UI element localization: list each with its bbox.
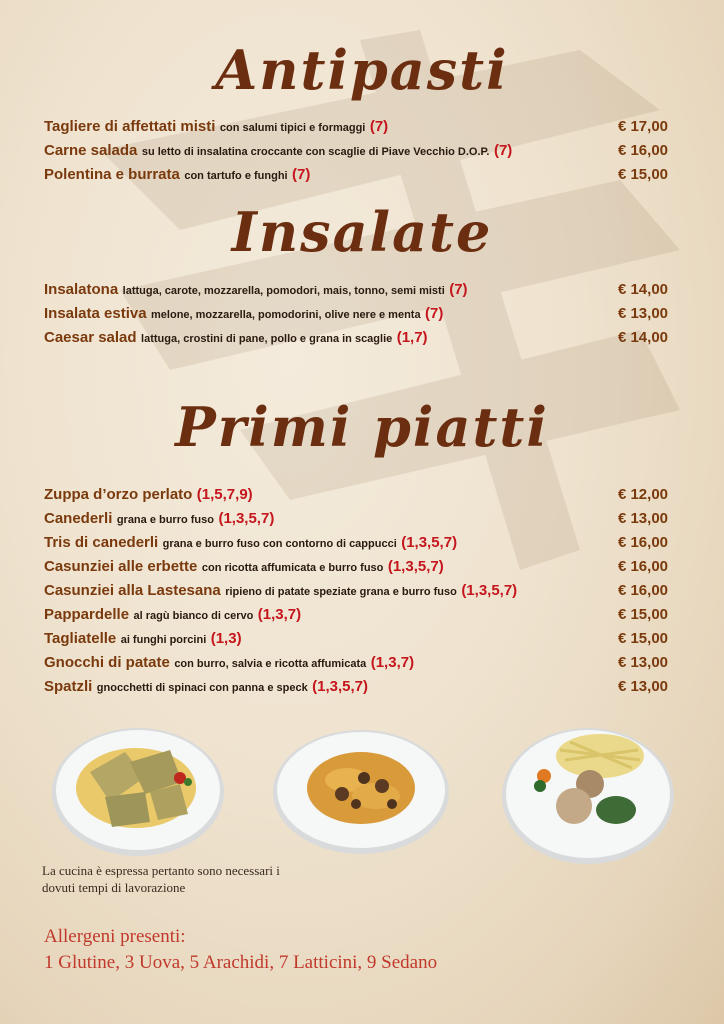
- menu-item: [44, 675, 668, 699]
- item-price: € 14,00: [617, 281, 668, 298]
- item-price: € 13,00: [617, 305, 668, 322]
- item-price: € 14,00: [617, 329, 668, 346]
- item-allergens: (1,3,5,7): [387, 558, 444, 575]
- section-title-primi-piatti: Primi piatti: [175, 395, 549, 459]
- allergens-list: 1 Glutine, 3 Uova, 5 Arachidi, 7 Latticini, 9 Sedano: [44, 952, 438, 973]
- menu-item: [44, 326, 668, 350]
- item-allergens: (7): [493, 142, 513, 159]
- menu-item: [44, 579, 668, 603]
- item-price: € 15,00: [617, 606, 668, 623]
- item-allergens: (1,5,7,9): [196, 486, 253, 503]
- item-description: grana e burro fuso: [116, 514, 214, 526]
- item-name: Insalata estiva: [44, 305, 147, 322]
- item-description: al ragù bianco di cervo: [133, 610, 254, 622]
- item-description: con burro, salvia e ricotta affumicata: [174, 658, 367, 670]
- item-description: grana e burro fuso con contorno di cappucci: [162, 538, 397, 550]
- item-name: Tris di canederli: [44, 534, 159, 551]
- item-allergens: (7): [449, 281, 468, 298]
- item-description: gnocchetti di spinaci con panna e speck: [96, 682, 308, 694]
- item-price: € 15,00: [617, 630, 668, 647]
- item-allergens: (7): [292, 166, 311, 183]
- item-price: € 13,00: [617, 678, 668, 695]
- item-allergens: (7): [369, 118, 389, 135]
- item-description: ai funghi porcini: [120, 634, 207, 646]
- item-name: Casunziei alle erbette: [44, 558, 198, 575]
- item-price: € 12,00: [617, 486, 668, 503]
- menu-item: [44, 651, 668, 675]
- plate-pappardelle-icon: [272, 728, 450, 856]
- menu-item: [44, 278, 668, 302]
- item-name: Insalatona: [44, 281, 119, 298]
- item-name: Spatzli: [44, 678, 93, 695]
- item-description: lattuga, carote, mozzarella, pomodori, mais, tonno, semi misti: [122, 285, 445, 297]
- item-allergens: (1,3,5,7): [461, 582, 518, 599]
- item-name: Carne salada: [44, 142, 138, 159]
- item-allergens: (1,3,5,7): [401, 534, 458, 551]
- kitchen-note: La cucina è espressa pertanto sono necessari i dovuti tempi di lavorazione: [42, 863, 280, 895]
- plate-ravioli-icon: [50, 722, 226, 858]
- menu-item: [44, 115, 668, 139]
- item-description: con ricotta affumicata e burro fuso: [201, 562, 384, 574]
- item-name: Canederli: [44, 510, 113, 527]
- item-name: Gnocchi di patate: [44, 654, 170, 671]
- allergens-title: Allergeni presenti:: [44, 926, 186, 947]
- item-allergens: (1,3,7): [370, 654, 415, 671]
- item-price: € 16,00: [617, 558, 668, 575]
- item-price: € 15,00: [617, 166, 668, 183]
- item-name: Tagliere di affettati misti: [44, 118, 216, 135]
- item-price: € 16,00: [617, 534, 668, 551]
- menu-item: [44, 627, 668, 651]
- section-items-primi-piatti: [44, 483, 668, 699]
- menu-item: [44, 302, 668, 326]
- menu-item: [44, 163, 668, 187]
- section-items-insalate: [44, 278, 668, 350]
- item-name: Caesar salad: [44, 329, 137, 346]
- section-title-insalate: Insalate: [231, 200, 493, 264]
- item-allergens: (1,3,5,7): [312, 678, 369, 695]
- item-allergens: (1,7): [396, 329, 428, 346]
- section-title-antipasti: Antipasti: [215, 38, 509, 102]
- item-allergens: (1,3,7): [257, 606, 302, 623]
- item-name: Tagliatelle: [44, 630, 117, 647]
- menu-item: [44, 507, 668, 531]
- allergens-footer: [44, 924, 664, 976]
- item-description: melone, mozzarella, pomodorini, olive nere e menta: [151, 309, 421, 321]
- menu-item: [44, 139, 668, 163]
- menu-item: [44, 483, 668, 507]
- plate-canederli-icon: [500, 720, 676, 866]
- item-name: Polentina e burrata: [44, 166, 180, 183]
- item-allergens: (1,3): [210, 630, 242, 647]
- item-name: Casunziei alla Lastesana: [44, 582, 221, 599]
- item-price: € 13,00: [617, 654, 668, 671]
- item-description: con tartufo e funghi: [184, 170, 288, 182]
- item-description: ripieno di patate speziate grana e burro fuso: [225, 586, 457, 598]
- item-price: € 17,00: [617, 118, 668, 135]
- menu-item: [44, 603, 668, 627]
- item-allergens: (1,3,5,7): [218, 510, 275, 527]
- menu-item: [44, 555, 668, 579]
- item-allergens: (7): [425, 305, 444, 322]
- item-description: con salumi tipici e formaggi: [219, 122, 366, 134]
- item-price: € 16,00: [617, 582, 668, 599]
- item-price: € 13,00: [617, 510, 668, 527]
- item-price: € 16,00: [617, 142, 668, 159]
- item-description: su letto di insalatina croccante con scaglie di Piave Vecchio D.O.P.: [141, 146, 490, 158]
- item-name: Zuppa d’orzo perlato: [44, 486, 193, 503]
- section-items-antipasti: [44, 115, 668, 187]
- item-description: lattuga, crostini di pane, pollo e grana in scaglie: [141, 333, 393, 345]
- menu-item: [44, 531, 668, 555]
- item-name: Pappardelle: [44, 606, 130, 623]
